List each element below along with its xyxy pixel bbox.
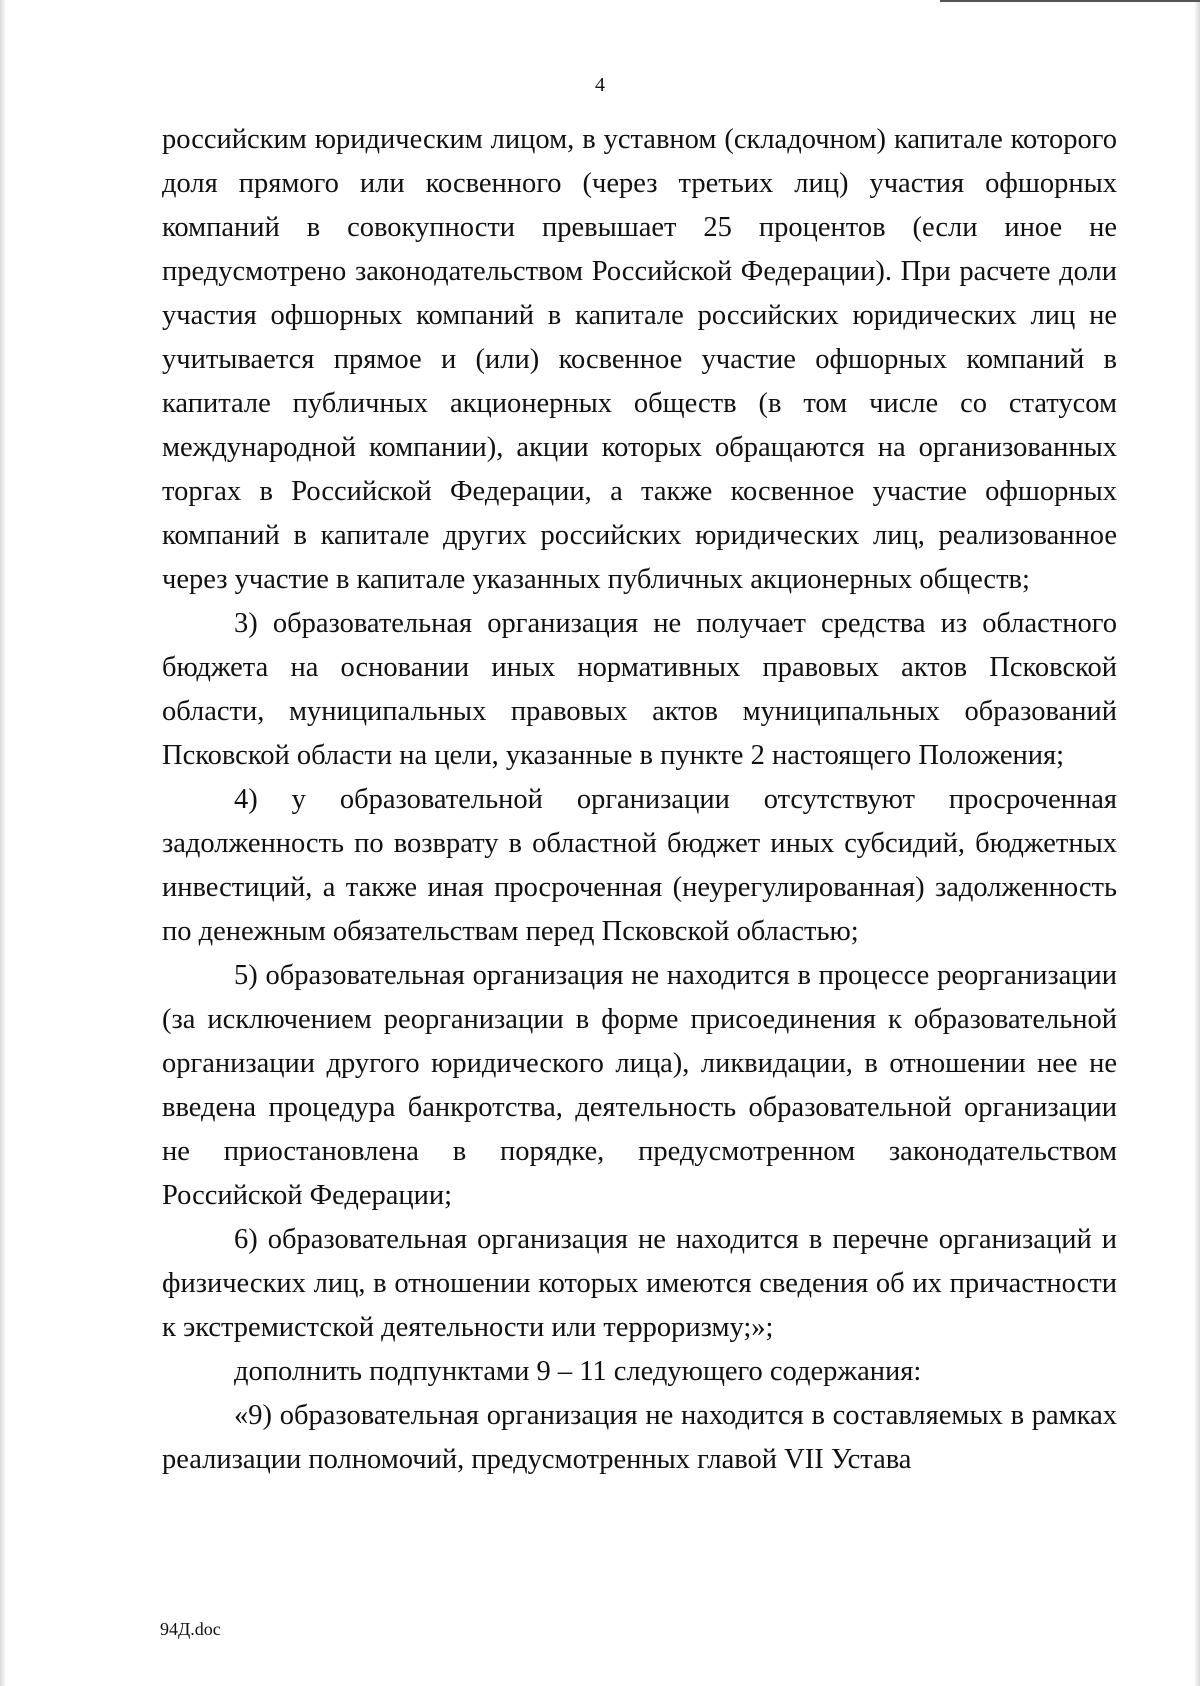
footer-filename: 94Д.doc (160, 1619, 221, 1639)
scan-top-line (940, 0, 1200, 2)
document-body (162, 118, 1117, 1482)
scan-edge-right (1194, 0, 1200, 1686)
paragraph-item-5: 5) образовательная организация не находится в процессе реорганизации (за исключением реорганизации в форме присоединения к образовательной организации другого юридического лица), ликвидации, в отношении нее не введена процедура банкротства, деятельность образовательной организации не приостановлена в порядке, предусмотренном законодательством Российской Федерации; (162, 960, 1117, 1211)
page-number: 4 (595, 74, 605, 96)
paragraph-item-9: «9) образовательная организация не находится в составляемых в рамках реализации полномочий, предусмотренных главой VII Устава (162, 1400, 1117, 1475)
paragraph-item-4: 4) у образовательной организации отсутствуют просроченная задолженность по возврату в областной бюджет иных субсидий, бюджетных инвестиций, а также иная просроченная (неурегулированная) задолженность по денежным обязательствам перед Псковской областью; (162, 784, 1117, 947)
paragraph-continuation: российским юридическим лицом, в уставном (складочном) капитале которого доля прямого или косвенного (через третьих лиц) участия офшорных компаний в совокупности превышает 25 процентов (если иное не предусмотрено законодательством Российской Федерации). При расчете доли участия офшорных компаний в капитале российских юридических лиц не учитывается прямое и (или) косвенное участие офшорных компаний в капитале публичных акционерных обществ (в том числе со статусом международной компании), акции которых обращаются на организованных торгах в Российской Федерации, а также косвенное участие офшорных компаний в капитале других российских юридических лиц, реализованное через участие в капитале указанных публичных акционерных обществ; (162, 124, 1117, 595)
paragraph-item-6: 6) образовательная организация не находится в перечне организаций и физических лиц, в отношении которых имеются сведения об их причастности к экстремистской деятельности или терроризму;»; (162, 1224, 1117, 1343)
paragraph-amendment-intro: дополнить подпунктами 9 – 11 следующего содержания: (234, 1356, 922, 1387)
scan-edge-left (0, 0, 6, 1686)
paragraph-item-3: 3) образовательная организация не получает средства из областного бюджета на основании иных нормативных правовых актов Псковской области, муниципальных правовых актов муниципальных образований Псковской области на цели, указанные в пункте 2 настоящего Положения; (162, 608, 1117, 771)
